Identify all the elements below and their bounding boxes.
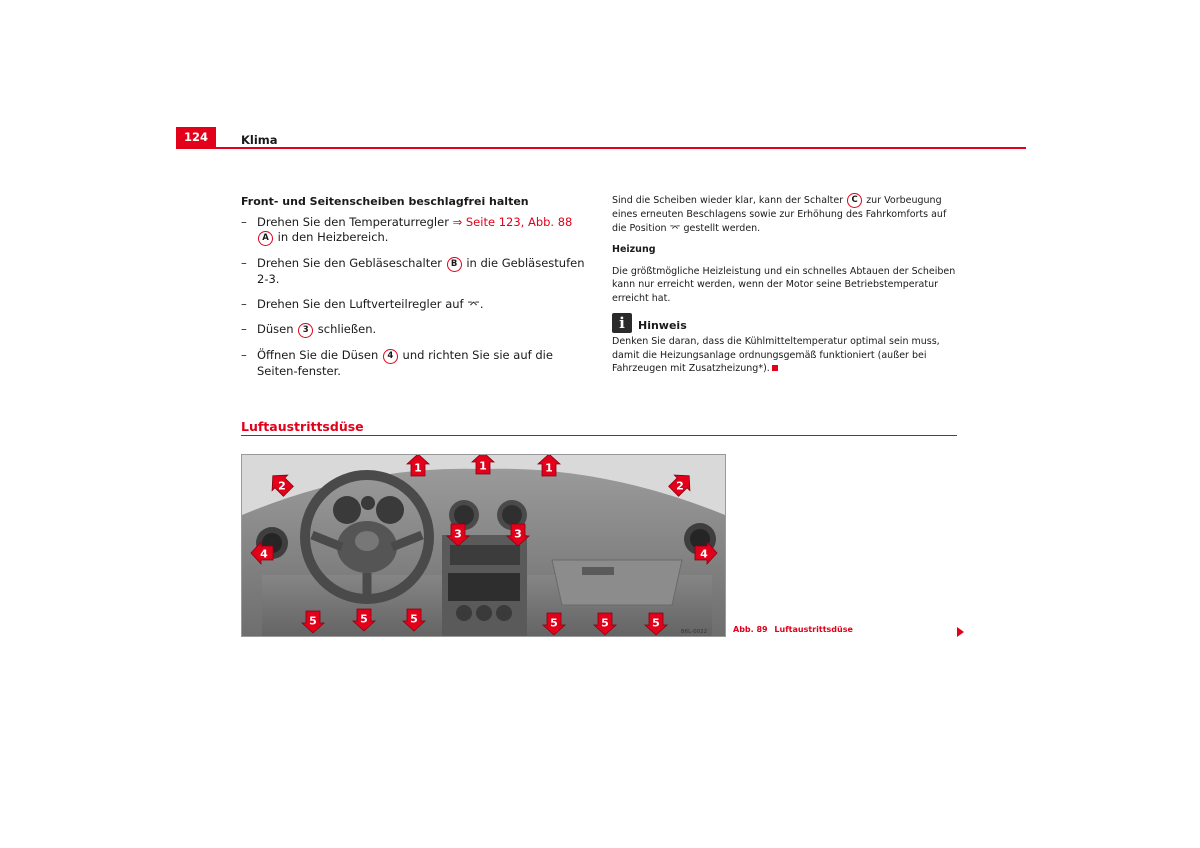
dashboard-illustration — [241, 454, 726, 637]
step-dash: – — [241, 348, 247, 362]
section-title: Luftaustrittsdüse — [241, 419, 364, 434]
marker-label: 4 — [700, 547, 708, 561]
marker-label: 2 — [278, 479, 286, 493]
defrost-icon: ⌤ — [467, 298, 480, 311]
marker-label: 2 — [676, 479, 684, 493]
paragraph-text: zur Vorbeugung eines erneuten Beschlagens sowie zur Erhöhung des Fahrkomforts auf die Position — [612, 195, 947, 234]
note-text: Denken Sie daran, dass die Kühlmitteltemperatur optimal sein muss, damit die Heizungsanlage ordnungsgemäß funktioniert (außer bei Fahrzeugen mit Zusatzheizung*). — [612, 336, 940, 374]
subsection-heading: Front- und Seitenscheiben beschlagfrei halten — [241, 195, 529, 208]
figure-number: Abb. 89 — [733, 625, 768, 634]
instruction-step — [241, 256, 586, 287]
section-divider — [241, 435, 957, 436]
marker-label: 5 — [309, 614, 317, 628]
marker-label: 1 — [479, 459, 487, 473]
control-badge: C — [847, 193, 862, 208]
step-text: in den Heizbereich. — [274, 230, 389, 244]
marker-label: 5 — [410, 612, 418, 626]
marker-label: 1 — [545, 461, 553, 475]
note-header — [612, 313, 962, 333]
marker-label: 5 — [652, 616, 660, 630]
marker-label: 3 — [514, 527, 522, 541]
step-text: Düsen — [257, 322, 298, 336]
dashboard-drawing — [242, 455, 725, 636]
paragraph — [612, 193, 962, 235]
marker-label: 3 — [454, 527, 462, 541]
step-text: Drehen Sie den Temperaturregler — [257, 215, 453, 229]
paragraph-text: Sind die Scheiben wieder klar, kann der Schalter — [612, 195, 847, 206]
heizung-text: Die größtmögliche Heizleistung und ein schnelles Abtauen der Scheiben kann nur erreicht werden, wenn der Motor seine Betriebstemperatur erreicht hat. — [612, 265, 956, 304]
instruction-step — [241, 297, 586, 312]
control-badge: 4 — [383, 349, 398, 364]
end-of-section-icon — [772, 365, 778, 371]
step-text: und richten Sie sie auf die Seiten-fenster. — [257, 348, 553, 378]
header-divider — [176, 147, 1026, 149]
marker-label: 5 — [550, 616, 558, 630]
step-text: Drehen Sie den Gebläseschalter — [257, 256, 446, 270]
chapter-title: Klima — [241, 133, 278, 147]
instruction-step — [241, 348, 586, 379]
control-badge: B — [447, 257, 462, 272]
step-dash: – — [241, 215, 247, 229]
control-badge: A — [258, 231, 273, 246]
paragraph-text: gestellt werden. — [680, 222, 761, 234]
left-column — [241, 194, 586, 389]
figure-code: B6L-0022 — [680, 629, 708, 635]
step-text: . — [479, 297, 484, 311]
step-dash: – — [241, 322, 247, 336]
figure-title: Luftaustrittsdüse — [774, 625, 853, 634]
right-column — [612, 193, 962, 384]
step-dash: – — [241, 256, 247, 270]
step-text: schließen. — [314, 322, 377, 336]
page-number: 124 — [176, 127, 216, 148]
step-text: in die Gebläsestufen 2-3. — [257, 256, 585, 286]
continue-arrow-icon — [957, 627, 964, 637]
step-text: Drehen Sie den Luftverteilregler auf — [257, 297, 468, 311]
instruction-step — [241, 322, 586, 338]
note-paragraph — [612, 335, 962, 376]
cross-reference-link[interactable]: ⇒ Seite 123, Abb. 88 — [452, 215, 573, 229]
step-dash: – — [241, 297, 247, 311]
heizung-heading: Heizung — [612, 244, 656, 255]
marker-label: 5 — [360, 612, 368, 626]
marker-label: 5 — [601, 616, 609, 630]
instruction-step — [241, 215, 586, 246]
marker-label: 1 — [414, 461, 422, 475]
info-icon: i — [612, 313, 632, 333]
marker-label: 4 — [260, 547, 268, 561]
figure-caption — [733, 625, 857, 634]
step-text: Öffnen Sie die Düsen — [257, 348, 382, 362]
control-badge: 3 — [298, 323, 313, 338]
note-title: Hinweis — [638, 319, 687, 333]
defrost-icon: ⌤ — [669, 222, 681, 234]
